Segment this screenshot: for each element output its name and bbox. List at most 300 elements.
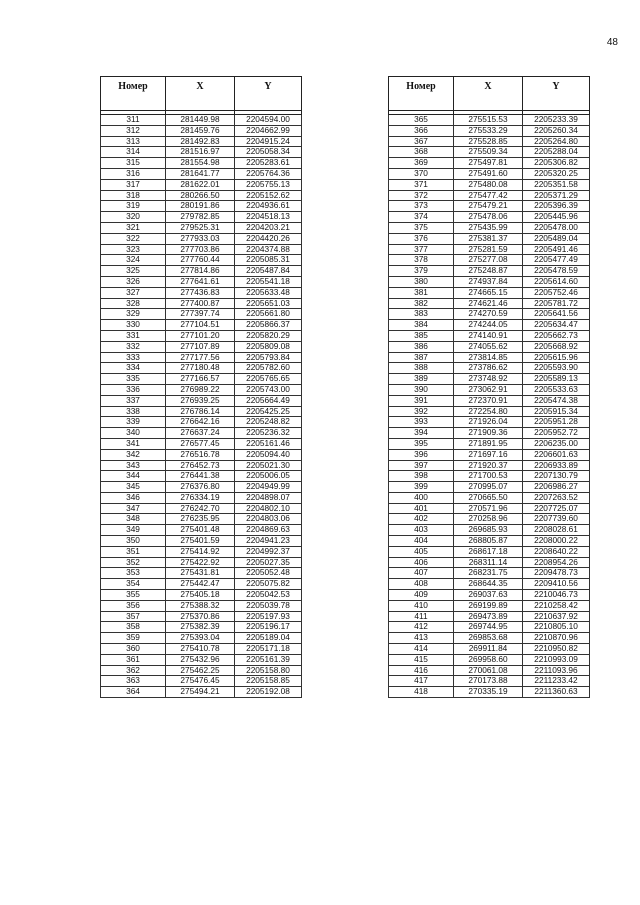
table-row (101, 147, 302, 158)
table-row (389, 244, 590, 255)
x-coordinate-cell: 275401.59 (166, 536, 235, 547)
y-coordinate-cell: 2204941.23 (235, 536, 302, 547)
point-number-cell: 371 (389, 179, 454, 190)
table-row (101, 438, 302, 449)
table-row (101, 579, 302, 590)
table-row (389, 298, 590, 309)
x-coordinate-cell: 270571.96 (454, 503, 523, 514)
x-coordinate-cell: 275370.86 (166, 611, 235, 622)
table-row (389, 276, 590, 287)
point-number-cell: 400 (389, 492, 454, 503)
point-number-cell: 317 (101, 179, 166, 190)
table-row (101, 633, 302, 644)
y-coordinate-cell: 2205782.60 (235, 363, 302, 374)
x-coordinate-cell: 274055.62 (454, 341, 523, 352)
table-header-row (389, 77, 590, 111)
table-row (389, 676, 590, 687)
point-number-cell: 353 (101, 568, 166, 579)
x-coordinate-cell: 273748.92 (454, 374, 523, 385)
table-row (389, 417, 590, 428)
y-coordinate-cell: 2210993.09 (523, 654, 590, 665)
point-number-cell: 315 (101, 158, 166, 169)
x-coordinate-cell: 268231.75 (454, 568, 523, 579)
x-coordinate-cell: 271926.04 (454, 417, 523, 428)
y-coordinate-cell: 2206933.89 (523, 460, 590, 471)
y-coordinate-cell: 2205589.13 (523, 374, 590, 385)
table-row (389, 168, 590, 179)
table-row (101, 449, 302, 460)
y-coordinate-cell: 2205306.82 (523, 158, 590, 169)
y-coordinate-cell: 2207130.79 (523, 471, 590, 482)
x-coordinate-cell: 275248.87 (454, 266, 523, 277)
point-number-cell: 339 (101, 417, 166, 428)
table-row (101, 406, 302, 417)
table-row (101, 590, 302, 601)
point-number-cell: 399 (389, 482, 454, 493)
y-coordinate-cell: 2205477.49 (523, 255, 590, 266)
x-coordinate-cell: 275435.99 (454, 222, 523, 233)
point-number-cell: 349 (101, 525, 166, 536)
point-number-cell: 359 (101, 633, 166, 644)
y-coordinate-cell: 2209410.56 (523, 579, 590, 590)
x-coordinate-cell: 275401.48 (166, 525, 235, 536)
column-header-y: Y (523, 77, 590, 111)
table-row (389, 309, 590, 320)
table-row (101, 125, 302, 136)
table-row (389, 557, 590, 568)
x-coordinate-cell: 274244.05 (454, 320, 523, 331)
point-number-cell: 388 (389, 363, 454, 374)
y-coordinate-cell: 2205052.48 (235, 568, 302, 579)
table-row (101, 482, 302, 493)
point-number-cell: 341 (101, 438, 166, 449)
y-coordinate-cell: 2204992.37 (235, 546, 302, 557)
point-number-cell: 376 (389, 233, 454, 244)
column-header-number: Номер (101, 77, 166, 111)
y-coordinate-cell: 2206601.63 (523, 449, 590, 460)
x-coordinate-cell: 268805.87 (454, 536, 523, 547)
y-coordinate-cell: 2205614.60 (523, 276, 590, 287)
table-row (101, 298, 302, 309)
y-coordinate-cell: 2204594.00 (235, 115, 302, 126)
table-row (389, 266, 590, 277)
y-coordinate-cell: 2205809.08 (235, 341, 302, 352)
x-coordinate-cell: 276637.24 (166, 428, 235, 439)
coordinates-table-right (388, 76, 590, 698)
table-row (389, 212, 590, 223)
y-coordinate-cell: 2210870.96 (523, 633, 590, 644)
table-row (101, 363, 302, 374)
y-coordinate-cell: 2205425.25 (235, 406, 302, 417)
point-number-cell: 398 (389, 471, 454, 482)
coordinates-table-left (100, 76, 302, 698)
table-row (101, 244, 302, 255)
table-row (101, 644, 302, 655)
point-number-cell: 334 (101, 363, 166, 374)
point-number-cell: 342 (101, 449, 166, 460)
x-coordinate-cell: 272254.80 (454, 406, 523, 417)
point-number-cell: 351 (101, 546, 166, 557)
x-coordinate-cell: 275515.53 (454, 115, 523, 126)
x-coordinate-cell: 277641.61 (166, 276, 235, 287)
table-row (101, 611, 302, 622)
point-number-cell: 350 (101, 536, 166, 547)
table-row (389, 287, 590, 298)
point-number-cell: 397 (389, 460, 454, 471)
table-row (101, 266, 302, 277)
y-coordinate-cell: 2208028.61 (523, 525, 590, 536)
point-number-cell: 333 (101, 352, 166, 363)
y-coordinate-cell: 2204374.88 (235, 244, 302, 255)
table-body-left (101, 115, 302, 698)
point-number-cell: 418 (389, 687, 454, 698)
x-coordinate-cell: 272370.91 (454, 395, 523, 406)
point-number-cell: 330 (101, 320, 166, 331)
table-row (101, 136, 302, 147)
table-row (389, 622, 590, 633)
table-row (101, 115, 302, 126)
table-row (101, 255, 302, 266)
y-coordinate-cell: 2205478.59 (523, 266, 590, 277)
point-number-cell: 343 (101, 460, 166, 471)
y-coordinate-cell: 2207739.60 (523, 514, 590, 525)
x-coordinate-cell: 274665.15 (454, 287, 523, 298)
x-coordinate-cell: 276334.19 (166, 492, 235, 503)
point-number-cell: 410 (389, 600, 454, 611)
x-coordinate-cell: 276235.95 (166, 514, 235, 525)
x-coordinate-cell: 270665.50 (454, 492, 523, 503)
point-number-cell: 319 (101, 201, 166, 212)
x-coordinate-cell: 269911.84 (454, 644, 523, 655)
x-coordinate-cell: 275277.08 (454, 255, 523, 266)
y-coordinate-cell: 2205027.35 (235, 557, 302, 568)
point-number-cell: 394 (389, 428, 454, 439)
point-number-cell: 414 (389, 644, 454, 655)
table-row (389, 374, 590, 385)
point-number-cell: 352 (101, 557, 166, 568)
point-number-cell: 408 (389, 579, 454, 590)
point-number-cell: 393 (389, 417, 454, 428)
x-coordinate-cell: 280266.50 (166, 190, 235, 201)
x-coordinate-cell: 273786.62 (454, 363, 523, 374)
table-row (101, 665, 302, 676)
y-coordinate-cell: 2205283.61 (235, 158, 302, 169)
point-number-cell: 413 (389, 633, 454, 644)
x-coordinate-cell: 273814.85 (454, 352, 523, 363)
y-coordinate-cell: 2209478.73 (523, 568, 590, 579)
y-coordinate-cell: 2205161.39 (235, 654, 302, 665)
point-number-cell: 344 (101, 471, 166, 482)
x-coordinate-cell: 271909.36 (454, 428, 523, 439)
table-row (389, 125, 590, 136)
x-coordinate-cell: 271700.53 (454, 471, 523, 482)
table-row (389, 514, 590, 525)
x-coordinate-cell: 275509.34 (454, 147, 523, 158)
point-number-cell: 312 (101, 125, 166, 136)
point-number-cell: 356 (101, 600, 166, 611)
table-row (101, 687, 302, 698)
point-number-cell: 416 (389, 665, 454, 676)
point-number-cell: 345 (101, 482, 166, 493)
x-coordinate-cell: 280191.86 (166, 201, 235, 212)
x-coordinate-cell: 273062.91 (454, 384, 523, 395)
point-number-cell: 374 (389, 212, 454, 223)
x-coordinate-cell: 277166.57 (166, 374, 235, 385)
point-number-cell: 381 (389, 287, 454, 298)
point-number-cell: 320 (101, 212, 166, 223)
y-coordinate-cell: 2204949.99 (235, 482, 302, 493)
table-row (389, 449, 590, 460)
y-coordinate-cell: 2205158.80 (235, 665, 302, 676)
point-number-cell: 360 (101, 644, 166, 655)
point-number-cell: 380 (389, 276, 454, 287)
point-number-cell: 407 (389, 568, 454, 579)
y-coordinate-cell: 2204802.10 (235, 503, 302, 514)
x-coordinate-cell: 277101.20 (166, 330, 235, 341)
point-number-cell: 331 (101, 330, 166, 341)
x-coordinate-cell: 274140.91 (454, 330, 523, 341)
point-number-cell: 382 (389, 298, 454, 309)
point-number-cell: 401 (389, 503, 454, 514)
point-number-cell: 335 (101, 374, 166, 385)
x-coordinate-cell: 276642.16 (166, 417, 235, 428)
table-row (389, 363, 590, 374)
x-coordinate-cell: 276516.78 (166, 449, 235, 460)
y-coordinate-cell: 2207263.52 (523, 492, 590, 503)
y-coordinate-cell: 2205593.90 (523, 363, 590, 374)
y-coordinate-cell: 2206986.27 (523, 482, 590, 493)
point-number-cell: 391 (389, 395, 454, 406)
y-coordinate-cell: 2205651.03 (235, 298, 302, 309)
point-number-cell: 311 (101, 115, 166, 126)
point-number-cell: 377 (389, 244, 454, 255)
table-row (101, 179, 302, 190)
point-number-cell: 332 (101, 341, 166, 352)
point-number-cell: 385 (389, 330, 454, 341)
table-row (389, 579, 590, 590)
x-coordinate-cell: 277107.89 (166, 341, 235, 352)
table-row (389, 600, 590, 611)
y-coordinate-cell: 2210637.92 (523, 611, 590, 622)
column-header-y: Y (235, 77, 302, 111)
y-coordinate-cell: 2205196.17 (235, 622, 302, 633)
x-coordinate-cell: 276441.38 (166, 471, 235, 482)
y-coordinate-cell: 2204662.99 (235, 125, 302, 136)
table-row (101, 536, 302, 547)
x-coordinate-cell: 275405.18 (166, 590, 235, 601)
table-row (389, 687, 590, 698)
point-number-cell: 362 (101, 665, 166, 676)
point-number-cell: 338 (101, 406, 166, 417)
x-coordinate-cell: 275422.92 (166, 557, 235, 568)
point-number-cell: 409 (389, 590, 454, 601)
point-number-cell: 314 (101, 147, 166, 158)
point-number-cell: 348 (101, 514, 166, 525)
point-number-cell: 355 (101, 590, 166, 601)
x-coordinate-cell: 275476.45 (166, 676, 235, 687)
point-number-cell: 321 (101, 222, 166, 233)
y-coordinate-cell: 2205192.08 (235, 687, 302, 698)
y-coordinate-cell: 2205615.96 (523, 352, 590, 363)
y-coordinate-cell: 2205042.53 (235, 590, 302, 601)
table-row (389, 222, 590, 233)
x-coordinate-cell: 275491.60 (454, 168, 523, 179)
y-coordinate-cell: 2205478.00 (523, 222, 590, 233)
point-number-cell: 390 (389, 384, 454, 395)
point-number-cell: 357 (101, 611, 166, 622)
point-number-cell: 368 (389, 147, 454, 158)
point-number-cell: 316 (101, 168, 166, 179)
point-number-cell: 369 (389, 158, 454, 169)
y-coordinate-cell: 2205951.28 (523, 417, 590, 428)
x-coordinate-cell: 270335.19 (454, 687, 523, 698)
x-coordinate-cell: 271920.37 (454, 460, 523, 471)
table-row (389, 525, 590, 536)
point-number-cell: 327 (101, 287, 166, 298)
y-coordinate-cell: 2205006.05 (235, 471, 302, 482)
point-number-cell: 389 (389, 374, 454, 385)
table-row (101, 514, 302, 525)
y-coordinate-cell: 2205487.84 (235, 266, 302, 277)
x-coordinate-cell: 269744.95 (454, 622, 523, 633)
y-coordinate-cell: 2205445.96 (523, 212, 590, 223)
x-coordinate-cell: 275480.08 (454, 179, 523, 190)
x-coordinate-cell: 275533.29 (454, 125, 523, 136)
y-coordinate-cell: 2210046.73 (523, 590, 590, 601)
y-coordinate-cell: 2205260.34 (523, 125, 590, 136)
x-coordinate-cell: 275410.78 (166, 644, 235, 655)
x-coordinate-cell: 271891.95 (454, 438, 523, 449)
table-row (389, 190, 590, 201)
y-coordinate-cell: 2205171.18 (235, 644, 302, 655)
x-coordinate-cell: 268617.18 (454, 546, 523, 557)
table-row (101, 546, 302, 557)
x-coordinate-cell: 276989.22 (166, 384, 235, 395)
y-coordinate-cell: 2204518.13 (235, 212, 302, 223)
y-coordinate-cell: 2205094.40 (235, 449, 302, 460)
x-coordinate-cell: 275528.85 (454, 136, 523, 147)
table-row (389, 611, 590, 622)
point-number-cell: 328 (101, 298, 166, 309)
point-number-cell: 373 (389, 201, 454, 212)
table-body-right (389, 115, 590, 698)
point-number-cell: 375 (389, 222, 454, 233)
table-row (101, 352, 302, 363)
table-row (101, 320, 302, 331)
point-number-cell: 313 (101, 136, 166, 147)
point-number-cell: 383 (389, 309, 454, 320)
y-coordinate-cell: 2205233.39 (523, 115, 590, 126)
x-coordinate-cell: 277760.44 (166, 255, 235, 266)
y-coordinate-cell: 2211233.42 (523, 676, 590, 687)
table-header-row (101, 77, 302, 111)
table-row (101, 492, 302, 503)
table-row (101, 287, 302, 298)
x-coordinate-cell: 274270.59 (454, 309, 523, 320)
table-row (389, 320, 590, 331)
y-coordinate-cell: 2205662.73 (523, 330, 590, 341)
y-coordinate-cell: 2205474.38 (523, 395, 590, 406)
x-coordinate-cell: 277703.86 (166, 244, 235, 255)
table-row (389, 633, 590, 644)
table-row (389, 330, 590, 341)
y-coordinate-cell: 2205793.84 (235, 352, 302, 363)
y-coordinate-cell: 2205158.85 (235, 676, 302, 687)
y-coordinate-cell: 2205152.62 (235, 190, 302, 201)
x-coordinate-cell: 275477.42 (454, 190, 523, 201)
x-coordinate-cell: 279525.31 (166, 222, 235, 233)
table-row (389, 654, 590, 665)
table-row (101, 676, 302, 687)
y-coordinate-cell: 2205161.46 (235, 438, 302, 449)
x-coordinate-cell: 270258.96 (454, 514, 523, 525)
x-coordinate-cell: 275462.25 (166, 665, 235, 676)
table-row (389, 590, 590, 601)
y-coordinate-cell: 2205075.82 (235, 579, 302, 590)
table-row (101, 212, 302, 223)
table-row (389, 492, 590, 503)
point-number-cell: 378 (389, 255, 454, 266)
x-coordinate-cell: 281554.98 (166, 158, 235, 169)
y-coordinate-cell: 2205820.29 (235, 330, 302, 341)
y-coordinate-cell: 2211360.63 (523, 687, 590, 698)
x-coordinate-cell: 277933.03 (166, 233, 235, 244)
point-number-cell: 325 (101, 266, 166, 277)
x-coordinate-cell: 270173.88 (454, 676, 523, 687)
table-row (389, 384, 590, 395)
table-row (389, 460, 590, 471)
x-coordinate-cell: 275281.59 (454, 244, 523, 255)
point-number-cell: 322 (101, 233, 166, 244)
table-row (101, 417, 302, 428)
table-row (101, 374, 302, 385)
point-number-cell: 417 (389, 676, 454, 687)
point-number-cell: 363 (101, 676, 166, 687)
table-row (389, 503, 590, 514)
table-row (389, 147, 590, 158)
table-row (101, 168, 302, 179)
table-row (389, 568, 590, 579)
y-coordinate-cell: 2205197.93 (235, 611, 302, 622)
x-coordinate-cell: 279782.85 (166, 212, 235, 223)
point-number-cell: 370 (389, 168, 454, 179)
y-coordinate-cell: 2204936.61 (235, 201, 302, 212)
table-row (389, 233, 590, 244)
table-row (101, 276, 302, 287)
point-number-cell: 402 (389, 514, 454, 525)
x-coordinate-cell: 277400.87 (166, 298, 235, 309)
table-row (389, 136, 590, 147)
y-coordinate-cell: 2204203.21 (235, 222, 302, 233)
x-coordinate-cell: 276786.14 (166, 406, 235, 417)
y-coordinate-cell: 2205288.04 (523, 147, 590, 158)
y-coordinate-cell: 2205533.63 (523, 384, 590, 395)
table-row (101, 222, 302, 233)
point-number-cell: 405 (389, 546, 454, 557)
table-row (101, 525, 302, 536)
point-number-cell: 379 (389, 266, 454, 277)
point-number-cell: 336 (101, 384, 166, 395)
table-row (389, 395, 590, 406)
y-coordinate-cell: 2205371.29 (523, 190, 590, 201)
y-coordinate-cell: 2210805.10 (523, 622, 590, 633)
y-coordinate-cell: 2205489.04 (523, 233, 590, 244)
x-coordinate-cell: 269958.60 (454, 654, 523, 665)
table-row (101, 622, 302, 633)
point-number-cell: 340 (101, 428, 166, 439)
x-coordinate-cell: 281622.01 (166, 179, 235, 190)
point-number-cell: 361 (101, 654, 166, 665)
